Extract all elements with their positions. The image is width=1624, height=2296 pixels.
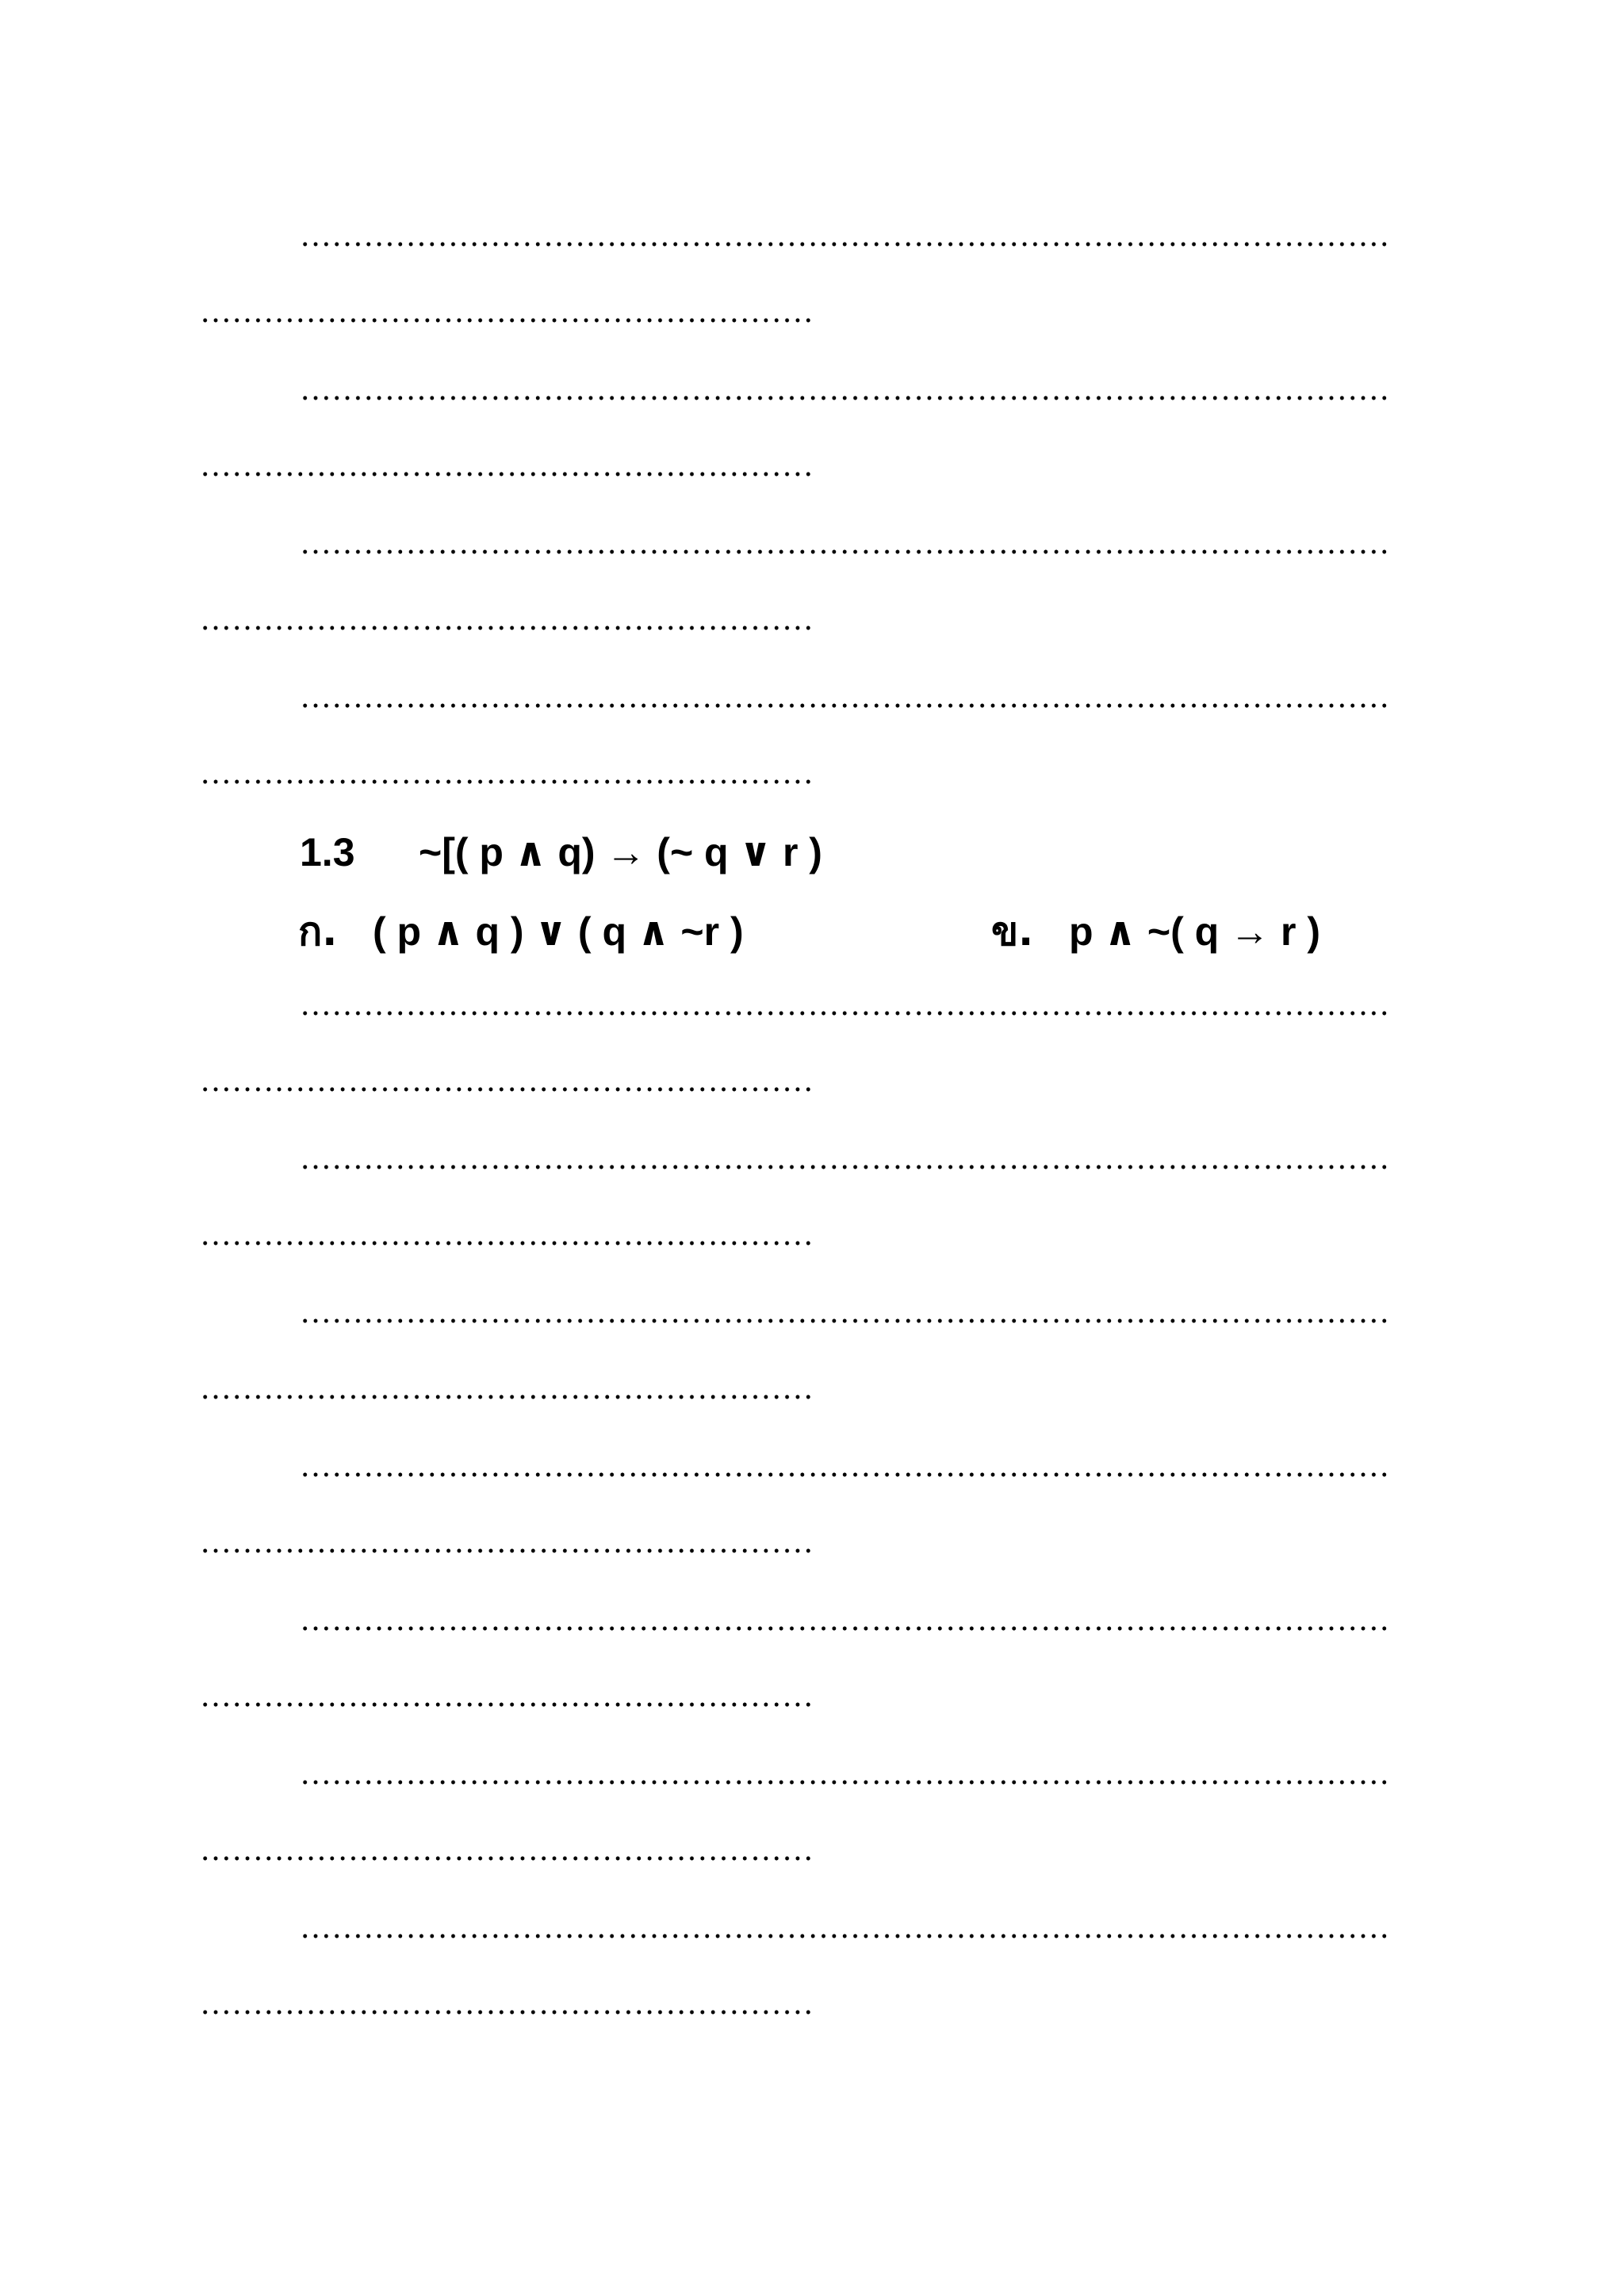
problem-number: 1.3 <box>300 830 355 874</box>
answer-line[interactable] <box>200 612 812 644</box>
option-a-label: ก. <box>298 909 338 955</box>
answer-line[interactable] <box>300 1305 1392 1337</box>
answer-line[interactable] <box>200 766 812 798</box>
answer-line[interactable] <box>200 1073 812 1105</box>
answer-line[interactable] <box>300 690 1392 721</box>
answer-line[interactable] <box>300 1151 1392 1183</box>
answer-line[interactable] <box>300 228 1392 260</box>
answer-line[interactable] <box>300 1766 1392 1798</box>
answer-line[interactable] <box>200 458 812 490</box>
answer-line[interactable] <box>200 304 812 336</box>
answer-line[interactable] <box>300 1920 1392 1952</box>
answer-line[interactable] <box>300 382 1392 414</box>
answer-line[interactable] <box>200 1381 812 1413</box>
answer-line[interactable] <box>300 1613 1392 1644</box>
answer-line[interactable] <box>200 1843 812 1874</box>
answer-line[interactable] <box>200 1689 812 1720</box>
option-a-formula: ( p ∧ q ) ∨ ( q ∧ ~r ) <box>373 909 744 954</box>
answer-line[interactable] <box>200 1996 812 2028</box>
answer-line[interactable] <box>300 1459 1392 1490</box>
problem-statement: ~[( p ∧ q) → (~ q ∨ r ) <box>419 830 822 874</box>
option-b-label: ข. <box>991 909 1034 955</box>
option-b-formula: p ∧ ~( q → r ) <box>1069 909 1320 954</box>
answer-line[interactable] <box>200 1535 812 1567</box>
answer-line[interactable] <box>200 1227 812 1259</box>
answer-line[interactable] <box>300 536 1392 568</box>
answer-line[interactable] <box>300 997 1392 1029</box>
